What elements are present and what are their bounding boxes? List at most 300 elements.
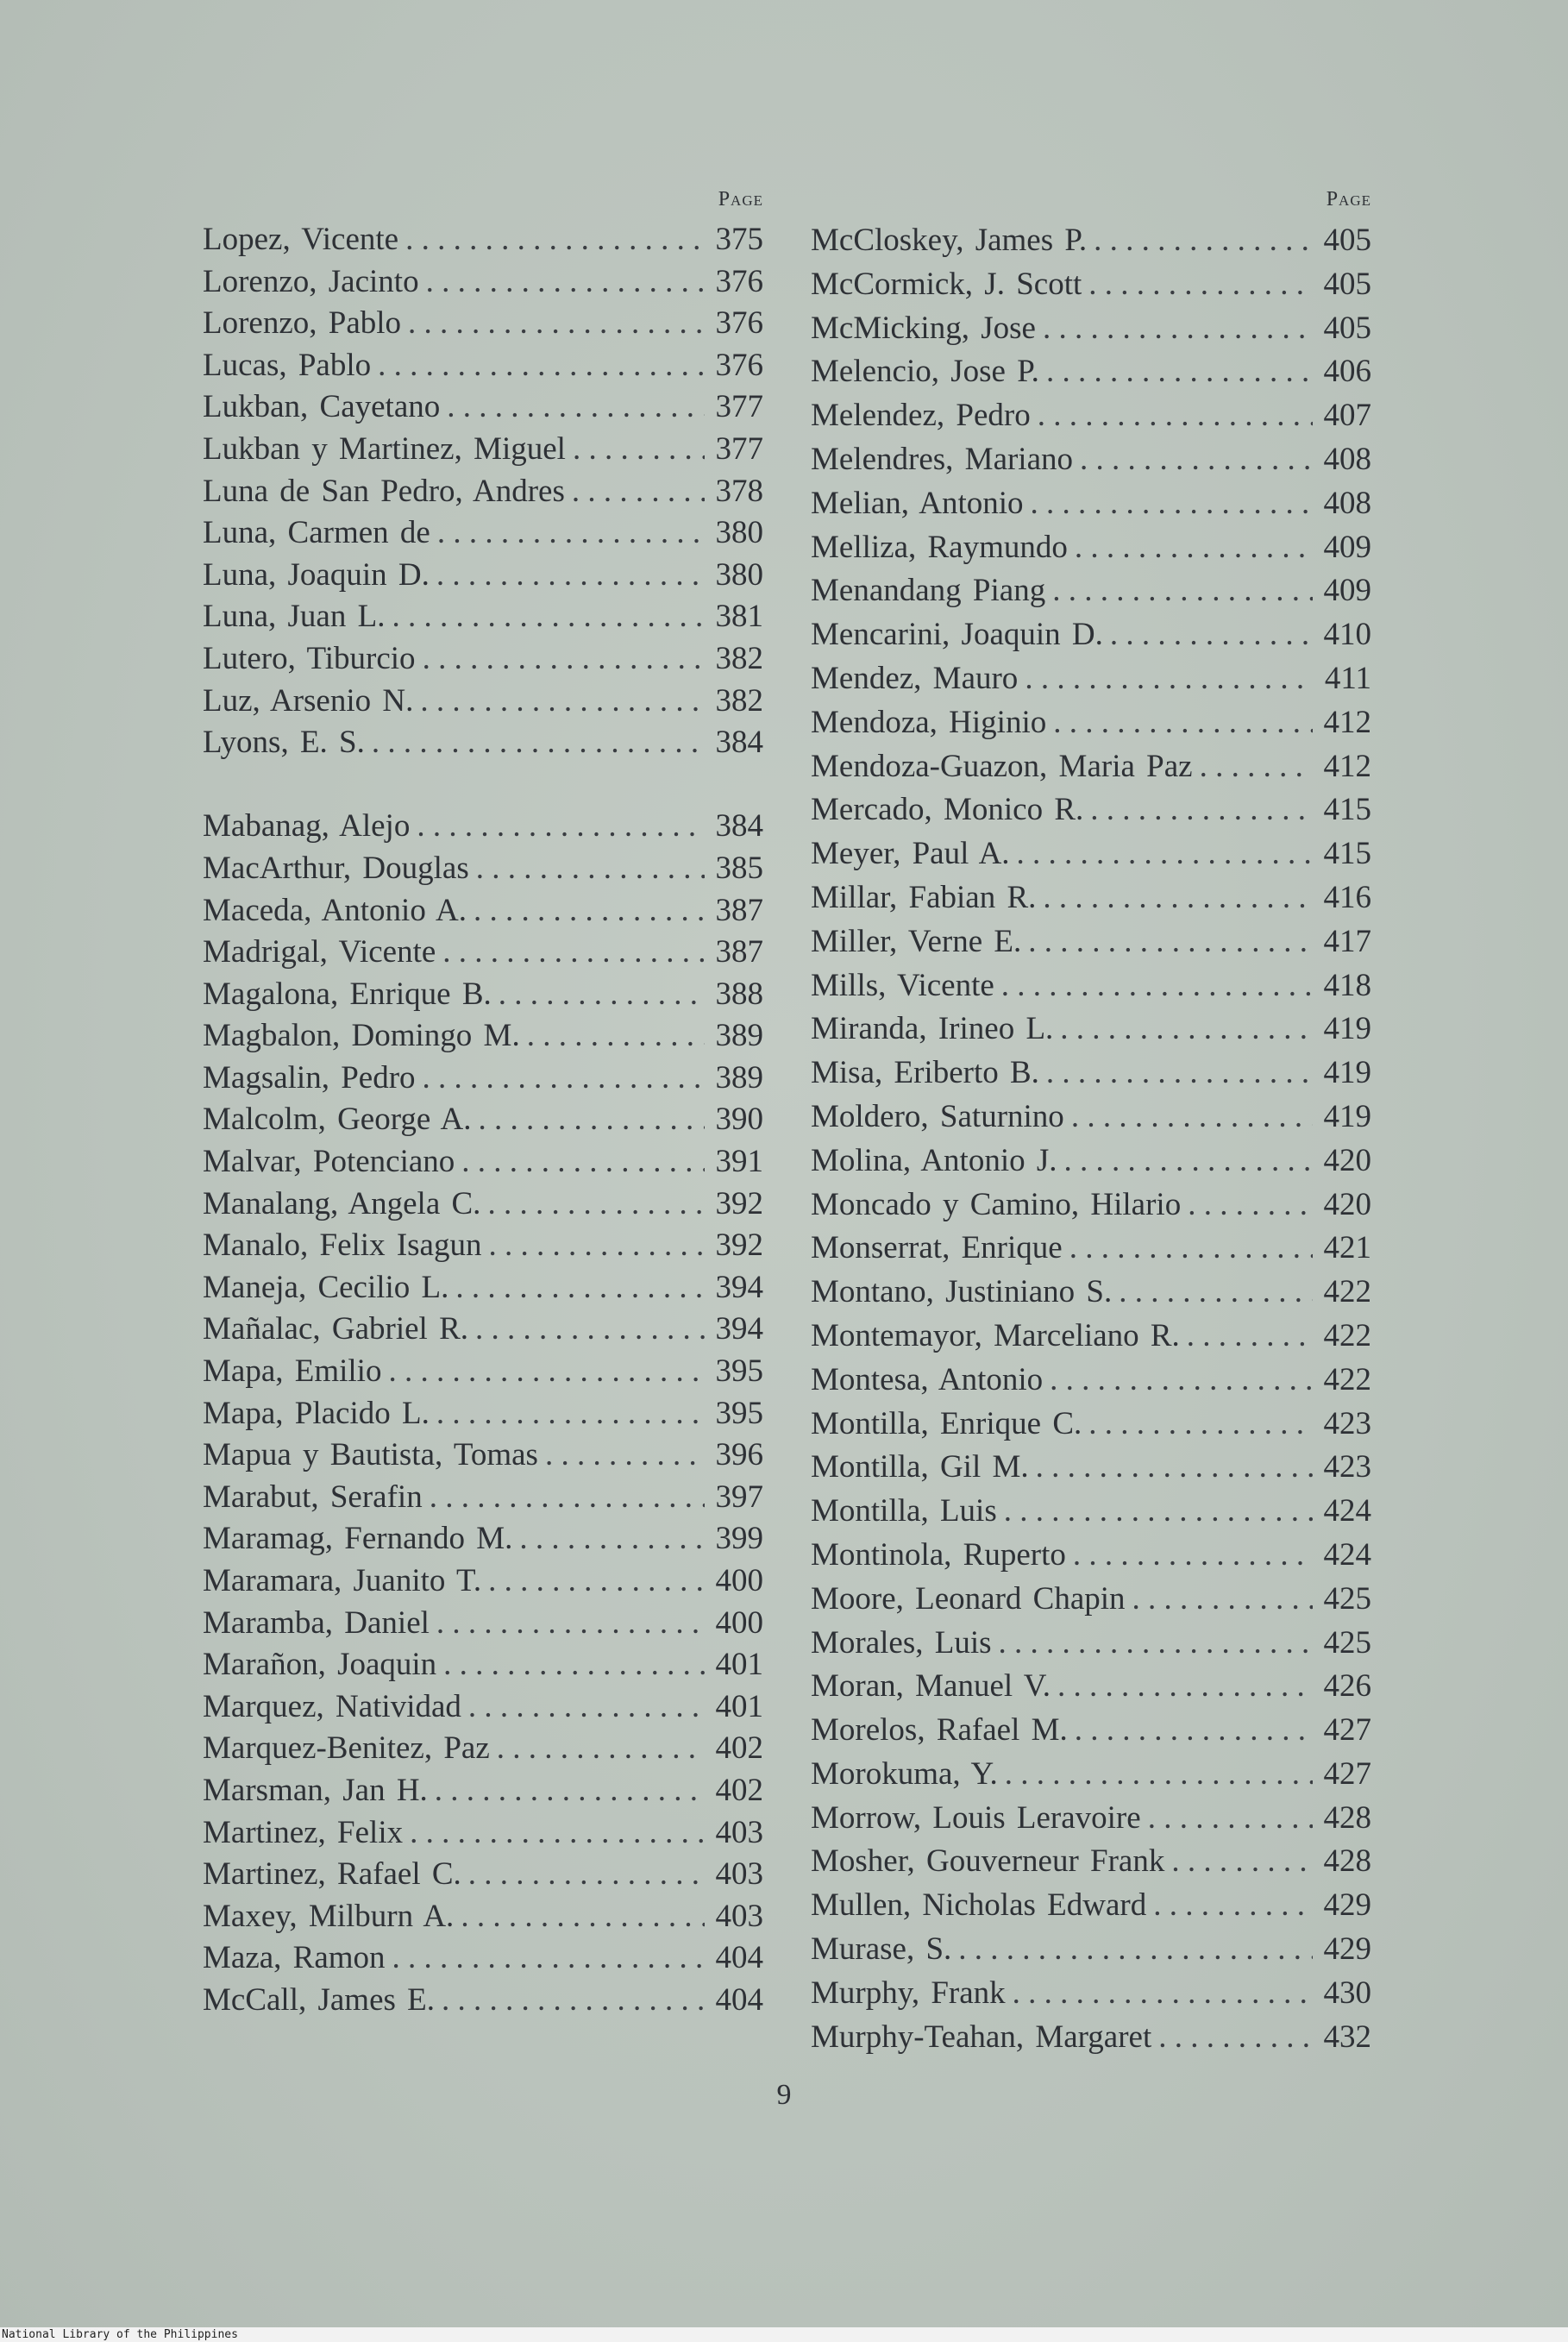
index-entry <box>203 681 763 723</box>
dot-leader <box>572 471 705 513</box>
dot-leader <box>455 1267 705 1309</box>
dot-leader <box>378 345 705 387</box>
entry-page-number: 388 <box>715 976 763 1012</box>
entry-name: Marañon, Joaquin <box>203 1647 437 1683</box>
entry-page-number: 408 <box>1323 441 1371 477</box>
index-entry <box>203 471 763 513</box>
entry-page-number: 381 <box>715 599 763 635</box>
entry-name: Melendres, Mariano <box>811 441 1074 477</box>
dot-leader <box>488 1560 705 1603</box>
entry-page-number: 401 <box>715 1647 763 1683</box>
index-entry <box>811 613 1371 657</box>
index-entry <box>811 1315 1371 1359</box>
entry-name: Morrow, Louis Leravoire <box>811 1799 1141 1836</box>
entry-page-number: 417 <box>1323 923 1371 959</box>
dot-leader <box>1119 1271 1313 1315</box>
index-entry <box>203 1184 763 1226</box>
index-entry <box>203 1896 763 1938</box>
page-column-header: Page <box>1326 188 1371 210</box>
entry-name: Moldero, Saturnino <box>811 1098 1064 1134</box>
entry-page-number: 412 <box>1323 704 1371 740</box>
dot-leader <box>1069 1227 1313 1271</box>
entry-name: Montinola, Ruperto <box>811 1536 1066 1573</box>
dot-leader <box>442 932 705 974</box>
entry-name: Mendez, Mauro <box>811 660 1019 696</box>
entry-page-number: 402 <box>715 1730 763 1767</box>
entry-name: Melliza, Raymundo <box>811 529 1068 565</box>
dot-leader <box>1013 1972 1313 2016</box>
dot-leader <box>1057 1665 1313 1709</box>
entry-page-number: 400 <box>715 1563 763 1598</box>
dot-leader <box>410 1812 705 1855</box>
entry-name: Luna, Carmen de <box>203 515 430 551</box>
dot-leader <box>408 303 705 345</box>
entry-name: Melencio, Jose P. <box>811 354 1039 390</box>
entry-page-number: 392 <box>715 1185 763 1221</box>
entry-name: Miranda, Irineo L. <box>811 1011 1054 1047</box>
dot-leader <box>392 1937 705 1980</box>
entry-page-number: 397 <box>715 1479 763 1515</box>
entry-name: Lucas, Pablo <box>203 347 372 383</box>
entry-name: Mapa, Emilio <box>203 1353 382 1390</box>
entry-name: Murphy-Teahan, Margaret <box>811 2019 1152 2055</box>
index-entry <box>203 555 763 597</box>
entry-page-number: 420 <box>1323 1186 1371 1222</box>
dot-leader <box>1088 263 1313 307</box>
index-entry <box>203 1728 763 1770</box>
dot-leader <box>999 1622 1313 1666</box>
index-entry <box>203 1854 763 1896</box>
index-entry <box>203 1141 763 1184</box>
entry-page-number: 419 <box>1323 1011 1371 1047</box>
dot-leader <box>1031 482 1313 526</box>
entry-name: Morales, Luis <box>811 1624 992 1661</box>
entry-page-number: 385 <box>715 850 763 886</box>
dot-leader <box>1148 1797 1313 1841</box>
dot-leader <box>1153 1884 1313 1928</box>
entry-name: McCloskey, James P. <box>811 223 1088 258</box>
entry-name: McCormick, J. Scott <box>811 266 1082 302</box>
index-entry <box>811 964 1371 1008</box>
dot-leader <box>1043 876 1313 920</box>
entry-name: Lorenzo, Pablo <box>203 305 402 342</box>
entry-page-number: 394 <box>715 1311 763 1347</box>
dot-leader <box>417 806 705 848</box>
entry-name: Moran, Manuel V. <box>811 1668 1051 1705</box>
entry-page-number: 378 <box>715 473 763 509</box>
dot-leader <box>1050 1359 1313 1403</box>
index-entry <box>811 1271 1371 1315</box>
entry-page-number: 422 <box>1323 1317 1371 1353</box>
dot-leader <box>468 1686 705 1729</box>
entry-name: Manalang, Angela C. <box>203 1185 481 1221</box>
entry-name: Meyer, Paul A. <box>811 836 1010 872</box>
dot-leader <box>573 429 705 471</box>
index-list-right <box>811 219 1371 2059</box>
entry-page-number: 423 <box>1323 1449 1371 1485</box>
index-entry <box>811 307 1371 351</box>
entry-page-number: 430 <box>1323 1975 1371 2011</box>
index-entry <box>203 345 763 387</box>
index-column-right <box>811 188 1371 2059</box>
index-entry <box>811 1359 1371 1403</box>
entry-name: Luna de San Pedro, Andres <box>203 473 565 509</box>
entry-name: Maneja, Cecilio L. <box>203 1269 449 1305</box>
index-entry <box>203 890 763 932</box>
index-entry <box>203 1309 763 1351</box>
library-footer: National Library of the Philippines <box>0 2327 1568 2342</box>
dot-leader <box>475 1309 705 1351</box>
entry-page-number: 428 <box>1323 1843 1371 1880</box>
dot-leader <box>1171 1840 1313 1884</box>
dot-leader <box>487 1184 705 1226</box>
dot-leader <box>1038 394 1313 438</box>
entry-page-number: 404 <box>715 1981 763 2018</box>
entry-name: Morelos, Rafael M. <box>811 1712 1068 1749</box>
entry-page-number: 408 <box>1323 485 1371 521</box>
dot-leader <box>527 1015 705 1058</box>
dot-leader <box>436 1393 705 1435</box>
entry-page-number: 415 <box>1323 792 1371 828</box>
entry-name: Magsalin, Pedro <box>203 1059 416 1096</box>
index-entry <box>811 1972 1371 2016</box>
entry-name: Monserrat, Enrique <box>811 1230 1063 1266</box>
dot-leader <box>426 261 705 304</box>
entry-name: Mañalac, Gabriel R. <box>203 1311 468 1347</box>
entry-name: Maramba, Daniel <box>203 1604 430 1641</box>
entry-page-number: 415 <box>1323 836 1371 872</box>
entry-name: Lutero, Tiburcio <box>203 640 416 676</box>
entry-name: Lyons, E. S. <box>203 725 365 761</box>
dot-leader <box>1025 657 1313 701</box>
dot-leader <box>488 1225 705 1267</box>
entry-name: Maza, Ramon <box>203 1940 386 1976</box>
entry-name: Luna, Joaquin D. <box>203 556 430 593</box>
index-entry <box>811 1534 1371 1578</box>
index-entry <box>203 1351 763 1393</box>
entry-page-number: 425 <box>1323 1624 1371 1661</box>
entry-page-number: 405 <box>1323 266 1371 302</box>
entry-name: Magbalon, Domingo M. <box>203 1018 520 1054</box>
dot-leader <box>1052 569 1313 613</box>
dot-leader <box>497 1728 705 1770</box>
dot-leader <box>1004 1490 1313 1534</box>
dot-leader <box>423 638 705 681</box>
dot-leader <box>499 974 705 1016</box>
entry-name: Montilla, Gil M. <box>811 1449 1029 1485</box>
index-entry <box>203 1058 763 1100</box>
index-entry <box>811 788 1371 832</box>
dot-leader <box>1188 1184 1313 1228</box>
dot-leader <box>1053 701 1313 745</box>
entry-name: Mapua y Bautista, Tomas <box>203 1437 538 1473</box>
dot-leader <box>1088 1403 1313 1447</box>
dot-leader <box>447 386 705 429</box>
entry-page-number: 426 <box>1323 1668 1371 1705</box>
dot-leader <box>435 1770 705 1812</box>
dot-leader <box>1028 920 1313 964</box>
index-entry <box>811 263 1371 307</box>
entry-page-number: 376 <box>715 263 763 299</box>
index-entry <box>811 1140 1371 1184</box>
index-entry <box>203 1603 763 1645</box>
entry-name: Mabanag, Alejo <box>203 808 411 845</box>
entry-page-number: 380 <box>715 556 763 593</box>
index-entry <box>811 1622 1371 1666</box>
dot-leader <box>1046 1052 1313 1096</box>
index-entry <box>811 2016 1371 2060</box>
entry-page-number: 387 <box>715 934 763 970</box>
dot-leader <box>1090 788 1313 832</box>
entry-name: Lukban, Cayetano <box>203 389 441 425</box>
index-entry <box>203 974 763 1016</box>
index-entry <box>203 596 763 638</box>
entry-name: Magalona, Enrique B. <box>203 976 492 1012</box>
dot-leader <box>1094 219 1313 263</box>
entry-page-number: 375 <box>715 222 763 257</box>
index-entry <box>811 1884 1371 1928</box>
entry-name: Montilla, Luis <box>811 1493 997 1529</box>
dot-leader <box>388 1351 705 1393</box>
dot-leader <box>1187 1315 1313 1359</box>
entry-name: McCall, James E. <box>203 1981 436 2018</box>
entry-page-number: 406 <box>1323 354 1371 390</box>
index-entry <box>203 1686 763 1729</box>
index-entry <box>811 1096 1371 1140</box>
entry-page-number: 422 <box>1323 1274 1371 1310</box>
dot-leader <box>442 1980 705 2022</box>
dot-leader <box>474 890 705 932</box>
entry-page-number: 403 <box>715 1814 763 1850</box>
entry-page-number: 382 <box>715 682 763 719</box>
entry-name: Luz, Arsenio N. <box>203 682 414 719</box>
entry-page-number: 387 <box>715 892 763 928</box>
entry-page-number: 429 <box>1323 1887 1371 1924</box>
index-entry <box>811 1928 1371 1972</box>
dot-leader <box>1132 1578 1313 1622</box>
index-entry <box>811 394 1371 438</box>
entry-name: Millar, Fabian R. <box>811 879 1037 915</box>
dot-leader <box>545 1435 705 1477</box>
entry-page-number: 380 <box>715 515 763 551</box>
entry-page-number: 427 <box>1323 1755 1371 1792</box>
entry-name: Marabut, Serafin <box>203 1479 423 1515</box>
entry-name: Melian, Antonio <box>811 485 1024 521</box>
index-entry <box>203 1393 763 1435</box>
entry-page-number: 424 <box>1323 1536 1371 1573</box>
index-entry <box>203 429 763 471</box>
index-entry <box>811 526 1371 570</box>
entry-page-number: 389 <box>715 1018 763 1054</box>
entry-page-number: 403 <box>715 1856 763 1893</box>
index-entry <box>203 1770 763 1812</box>
entry-page-number: 377 <box>715 389 763 425</box>
dot-leader <box>1005 1753 1313 1797</box>
index-entry <box>811 920 1371 964</box>
index-entry <box>811 1052 1371 1096</box>
entry-page-number: 427 <box>1323 1712 1371 1749</box>
dot-leader <box>392 596 705 638</box>
index-list-left <box>203 219 763 2022</box>
entry-page-number: 416 <box>1323 879 1371 915</box>
index-entry <box>811 569 1371 613</box>
entry-name: Maceda, Antonio A. <box>203 892 467 928</box>
dot-leader <box>1064 1140 1313 1184</box>
entry-page-number: 407 <box>1323 398 1371 434</box>
entry-name: Mendoza, Higinio <box>811 704 1047 740</box>
entry-page-number: 428 <box>1323 1799 1371 1836</box>
index-entry <box>203 512 763 555</box>
dot-leader <box>461 1141 705 1184</box>
entry-page-number: 421 <box>1323 1230 1371 1266</box>
entry-page-number: 376 <box>715 347 763 383</box>
entry-page-number: 400 <box>715 1604 763 1641</box>
entry-page-number: 384 <box>715 725 763 761</box>
entry-name: Moncado y Camino, Hilario <box>811 1186 1182 1222</box>
entry-page-number: 399 <box>715 1521 763 1557</box>
entry-page-number: 403 <box>715 1898 763 1934</box>
entry-name: Mendoza-Guazon, Maria Paz <box>811 748 1193 784</box>
dot-leader <box>423 1058 705 1100</box>
index-entry <box>203 1980 763 2022</box>
index-entry <box>203 303 763 345</box>
dot-leader <box>478 1099 705 1141</box>
index-entry <box>203 386 763 429</box>
entry-page-number: 390 <box>715 1102 763 1138</box>
index-entry <box>203 1015 763 1058</box>
index-entry <box>203 1477 763 1519</box>
dot-leader <box>1071 1096 1313 1140</box>
dot-leader <box>1200 745 1313 789</box>
entry-page-number: 405 <box>1323 223 1371 258</box>
entry-page-number: 409 <box>1323 573 1371 609</box>
entry-page-number: 409 <box>1323 529 1371 565</box>
entry-name: Maxey, Milburn A. <box>203 1898 455 1934</box>
dot-leader <box>1060 1008 1313 1052</box>
entry-page-number: 425 <box>1323 1580 1371 1617</box>
entry-name: Montilla, Enrique C. <box>811 1405 1082 1441</box>
index-entry <box>811 1709 1371 1753</box>
index-entry <box>811 438 1371 482</box>
index-entry <box>811 1578 1371 1622</box>
dot-leader <box>437 512 705 555</box>
dot-leader <box>1075 526 1313 570</box>
entry-name: Marquez-Benitez, Paz <box>203 1730 490 1767</box>
dot-leader <box>420 681 705 723</box>
dot-leader <box>1080 438 1313 482</box>
entry-page-number: 423 <box>1323 1405 1371 1441</box>
entry-name: Miller, Verne E. <box>811 923 1022 959</box>
entry-name: Luna, Juan L. <box>203 599 386 635</box>
entry-name: Montesa, Antonio <box>811 1361 1044 1397</box>
index-column-left <box>203 188 763 2022</box>
entry-page-number: 396 <box>715 1437 763 1473</box>
entry-page-number: 395 <box>715 1353 763 1390</box>
index-entry <box>811 745 1371 789</box>
dot-leader <box>1073 1534 1313 1578</box>
entry-page-number: 376 <box>715 305 763 342</box>
entry-name: Menandang Piang <box>811 573 1046 609</box>
dot-leader <box>1043 307 1313 351</box>
entry-name: Mosher, Gouverneur Frank <box>811 1843 1165 1880</box>
entry-page-number: 392 <box>715 1228 763 1264</box>
entry-page-number: 401 <box>715 1688 763 1724</box>
index-entry <box>811 1184 1371 1228</box>
index-entry <box>811 350 1371 394</box>
entry-page-number: 419 <box>1323 1098 1371 1134</box>
dot-leader <box>372 722 705 764</box>
entry-page-number: 410 <box>1323 617 1371 653</box>
index-entry <box>203 1560 763 1603</box>
entry-name: Molina, Antonio J. <box>811 1142 1057 1178</box>
dot-leader <box>1017 832 1313 876</box>
dot-leader <box>476 848 705 890</box>
entry-name: Martinez, Felix <box>203 1814 404 1850</box>
dot-leader <box>1036 1446 1313 1490</box>
index-entry <box>203 219 763 261</box>
index-entry <box>811 1753 1371 1797</box>
dot-leader <box>519 1518 705 1560</box>
entry-page-number: 389 <box>715 1059 763 1096</box>
entry-name: Misa, Eriberto B. <box>811 1055 1039 1091</box>
index-entry <box>203 1518 763 1560</box>
entry-page-number: 422 <box>1323 1361 1371 1397</box>
dot-leader <box>443 1644 705 1686</box>
entry-name: Mullen, Nicholas Edward <box>811 1887 1147 1924</box>
index-entry <box>203 1435 763 1477</box>
entry-name: Moore, Leonard Chapin <box>811 1580 1126 1617</box>
entry-name: Lukban y Martinez, Miguel <box>203 430 566 467</box>
entry-name: Murphy, Frank <box>811 1975 1006 2011</box>
dot-leader <box>1075 1709 1313 1753</box>
entry-name: Mapa, Placido L. <box>203 1395 430 1431</box>
index-entry <box>203 722 763 764</box>
dot-leader <box>958 1928 1313 1972</box>
entry-page-number: 429 <box>1323 1931 1371 1968</box>
group-spacer <box>203 764 763 807</box>
entry-page-number: 424 <box>1323 1493 1371 1529</box>
index-entry <box>811 701 1371 745</box>
entry-name: Martinez, Rafael C. <box>203 1856 461 1893</box>
entry-page-number: 412 <box>1323 748 1371 784</box>
dot-leader <box>468 1854 705 1896</box>
entry-name: Montemayor, Marceliano R. <box>811 1317 1180 1353</box>
entry-name: Maramara, Juanito T. <box>203 1563 482 1598</box>
entry-name: Malcolm, George A. <box>203 1102 472 1138</box>
index-entry <box>203 1267 763 1309</box>
dot-leader <box>1110 613 1313 657</box>
entry-name: Mencarini, Joaquin D. <box>811 617 1103 653</box>
index-entry <box>203 932 763 974</box>
page-number: 9 <box>776 2079 792 2111</box>
index-entry <box>811 876 1371 920</box>
entry-page-number: 382 <box>715 640 763 676</box>
entry-name: Mills, Vicente <box>811 967 994 1003</box>
entry-name: Morokuma, Y. <box>811 1755 998 1792</box>
entry-page-number: 404 <box>715 1940 763 1976</box>
index-entry <box>811 1665 1371 1709</box>
index-entry <box>203 638 763 681</box>
index-entry <box>811 1008 1371 1052</box>
entry-name: Marsman, Jan H. <box>203 1772 428 1808</box>
entry-name: Lorenzo, Jacinto <box>203 263 419 299</box>
index-entry <box>811 1840 1371 1884</box>
index-entry <box>203 1937 763 1980</box>
index-entry <box>811 1403 1371 1447</box>
index-entry <box>203 806 763 848</box>
entry-page-number: 377 <box>715 430 763 467</box>
entry-name: Montano, Justiniano S. <box>811 1274 1113 1310</box>
